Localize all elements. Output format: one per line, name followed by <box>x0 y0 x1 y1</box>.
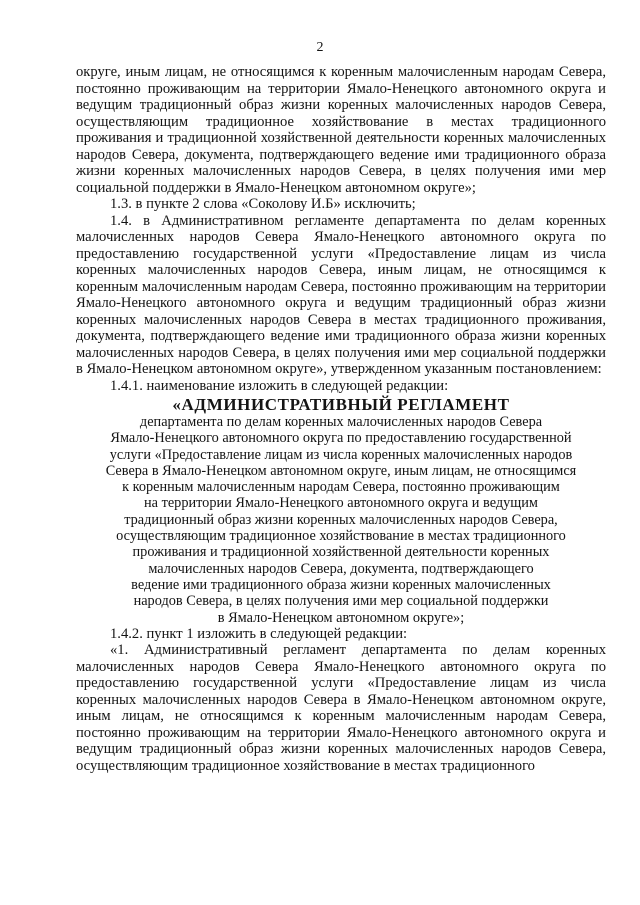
paragraph-1-3: 1.3. в пункте 2 слова «Соколову И.Б» исключить; <box>110 196 416 212</box>
regulation-subtitle-line: к коренным малочисленным народам Севера, постоянно проживающим <box>122 479 560 496</box>
paragraph-intro-continuation: округе, иным лицам, не относящимся к коренным малочисленным народам Севера, постоянно проживающим на территории Ямало-Ненецкого автономного округа и ведущим традиционный образ жизни коренных малочисленных народов Севера, осуществляющим традиционное хозяйствование в местах традиционного проживания и традиционной хозяйственной деятельности коренных малочисленных народов Севера, документа, подтверждающего ведение ими традиционного образа жизни коренных малочисленных народов Севера, в целях получения ими мер социальной поддержки в Ямало-Ненецком автономном округе»; <box>76 64 606 196</box>
page-number: 2 <box>316 40 324 55</box>
regulation-subtitle-line: народов Севера, в целях получения ими мер социальной поддержки <box>133 593 549 610</box>
regulation-title: «АДМИНИСТРАТИВНЫЙ РЕГЛАМЕНТ <box>172 395 510 414</box>
regulation-subtitle-line: Ямало-Ненецкого автономного округа по предоставлению государственной <box>110 430 572 447</box>
regulation-subtitle-line: департамента по делам коренных малочисленных народов Севера <box>139 414 543 430</box>
paragraph-1-4-1: 1.4.1. наименование изложить в следующей редакции: <box>110 377 449 394</box>
regulation-subtitle-line: Севера в Ямало-Ненецком автономном округе, иным лицам, не относящимся <box>105 462 577 479</box>
paragraph-quoted-item-1: «1. Административный регламент департамента по делам коренных малочисленных народов Севера Ямало-Ненецкого автономного округа по предоставлению государственной услуги «Предоставление лицам из числа коренных малочисленных народов Севера в Ямало-Ненецком автономном округе, иным лицам, не относящимся к коренным малочисленным народам Севера, постоянно проживающим на территории Ямало-Ненецкого автономного округа и ведущим традиционный образ жизни коренных малочисленных народов Севера, осуществляющим традиционное хозяйствование в местах традиционного <box>76 642 606 774</box>
regulation-subtitle-line: традиционный образ жизни коренных малочисленных народов Севера, <box>124 511 558 528</box>
regulation-subtitle-line: осуществляющим традиционное хозяйствование в местах традиционного <box>116 528 566 545</box>
regulation-subtitle-line: в Ямало-Ненецком автономном округе»; <box>217 609 465 626</box>
regulation-subtitle-line: малочисленных народов Севера, документа, подтверждающего <box>148 560 534 577</box>
regulation-subtitle-line: на территории Ямало-Ненецкого автономного округа и ведущим <box>144 495 538 512</box>
regulation-subtitle-line: услуги «Предоставление лицам из числа коренных малочисленных народов <box>109 446 573 463</box>
regulation-subtitle <box>76 414 606 626</box>
regulation-subtitle-line: ведение ими традиционного образа жизни коренных малочисленных <box>131 576 551 593</box>
document-body <box>76 64 606 774</box>
paragraph-1-4-2: 1.4.2. пункт 1 изложить в следующей редакции: <box>110 625 408 642</box>
regulation-subtitle-line: проживания и традиционной хозяйственной деятельности коренных <box>132 544 550 561</box>
paragraph-1-4: 1.4. в Административном регламенте департамента по делам коренных малочисленных народов Севера Ямало-Ненецкого автономного округа по предоставлению государственной услуги «Предоставление лицам из числа коренных малочисленных народов Севера, иным лицам, не относящимся к коренным малочисленным народам Севера, постоянно проживающим на территории Ямало-Ненецкого автономного округа и ведущим традиционный образ жизни коренных малочисленных народов Севера в местах традиционного проживания, документа, подтверждающего ведение ими традиционного образа жизни коренных малочисленных народов Севера, в целях получения ими мер социальной поддержки в Ямало-Ненецком автономном округе», утвержденном указанным постановлением: <box>76 212 606 377</box>
